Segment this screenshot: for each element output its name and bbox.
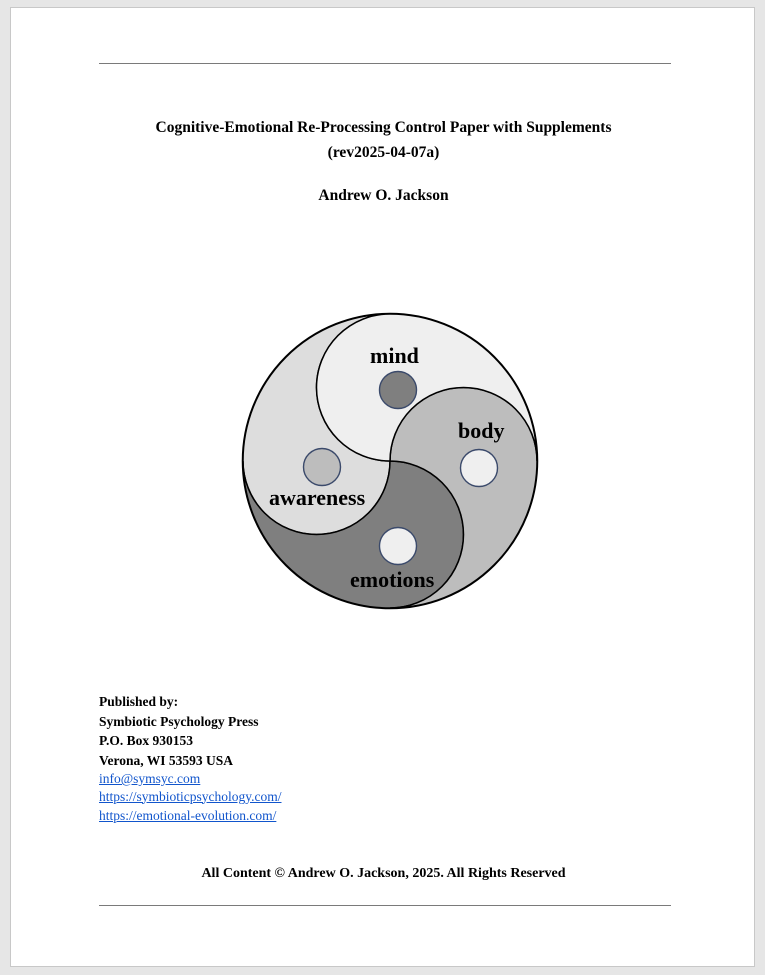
mind-body-emblem [240, 311, 540, 611]
label-body: body [458, 418, 505, 443]
header-rule [99, 63, 671, 64]
label-awareness: awareness [269, 485, 366, 510]
emotions-dot [380, 528, 417, 565]
publisher-block [99, 692, 282, 825]
publisher-name: Symbiotic Psychology Press [99, 713, 259, 729]
label-mind: mind [370, 343, 419, 368]
symbiotic-psychology-link[interactable]: https://symbioticpsychology.com/ [99, 788, 282, 804]
copyright-notice: All Content © Andrew O. Jackson, 2025. All Rights Reserved [201, 866, 566, 881]
publisher-heading: Published by: [99, 694, 179, 709]
document-author: Andrew O. Jackson [318, 187, 449, 204]
document-page [10, 7, 755, 967]
publisher-po-box: P.O. Box 930153 [99, 733, 194, 748]
body-dot [461, 450, 498, 487]
emotional-evolution-link[interactable]: https://emotional-evolution.com/ [99, 808, 277, 823]
publisher-city: Verona, WI 53593 USA [99, 752, 234, 768]
document-title: Cognitive-Emotional Re-Processing Control Paper with Supplements [155, 119, 612, 136]
document-revision: (rev2025-04-07a) [327, 144, 440, 161]
email-link[interactable]: info@symsyc.com [99, 771, 201, 786]
footer-rule [99, 905, 671, 906]
mind-dot [380, 372, 417, 409]
label-emotions: emotions [350, 567, 435, 592]
awareness-dot [304, 449, 341, 486]
